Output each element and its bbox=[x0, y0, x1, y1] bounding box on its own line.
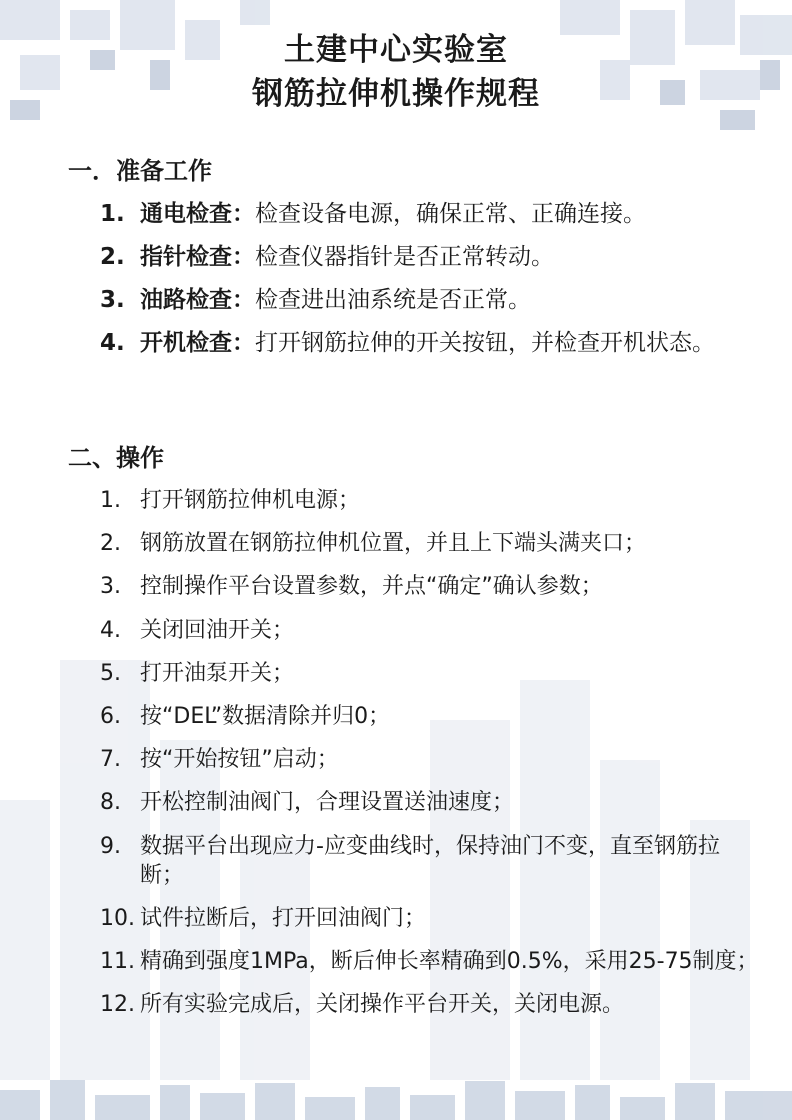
list-item bbox=[100, 328, 740, 358]
item-text: 检查仪器指针是否正常转动。 bbox=[255, 244, 554, 270]
item-number: 2. bbox=[100, 531, 121, 557]
section-heading-preparation: 一．准备工作 bbox=[68, 157, 212, 185]
item-text: 打开钢筋拉伸机电源； bbox=[140, 488, 361, 513]
item-text: 检查设备电源，确保正常、正确连接。 bbox=[255, 201, 646, 227]
list-item bbox=[100, 990, 760, 1019]
list-item bbox=[100, 486, 760, 515]
title-block bbox=[0, 28, 792, 116]
item-number: 7. bbox=[100, 747, 121, 773]
item-text: 打开钢筋拉伸的开关按钮，并检查开机状态。 bbox=[255, 330, 715, 356]
item-number: 4. bbox=[100, 617, 121, 643]
list-item bbox=[100, 285, 740, 315]
section-heading-operation: 二、操作 bbox=[68, 444, 164, 472]
item-text: 开松控制油阀门，合理设置送油速度； bbox=[140, 790, 515, 816]
item-key: 油路检查： bbox=[140, 287, 255, 313]
list-item bbox=[100, 947, 760, 976]
list-item bbox=[100, 745, 760, 774]
item-text: 所有实验完成后，关闭操作平台开关，关闭电源。 bbox=[140, 992, 625, 1018]
item-content bbox=[140, 328, 740, 358]
item-number: 2. bbox=[100, 244, 125, 270]
item-text: 钢筋放置在钢筋拉伸机位置，并且上下端头满夹口； bbox=[140, 531, 647, 557]
item-number: 10. bbox=[100, 905, 135, 931]
operation-list bbox=[100, 486, 760, 1033]
item-content bbox=[140, 199, 740, 229]
list-item bbox=[100, 242, 740, 272]
item-text: 数据平台出现应力-应变曲线时，保持油门不变，直至钢筋拉断； bbox=[140, 833, 720, 888]
item-number: 3. bbox=[100, 287, 125, 313]
list-item bbox=[100, 572, 760, 601]
item-text: 关闭回油开关； bbox=[140, 617, 295, 643]
item-key: 开机检查： bbox=[140, 330, 255, 356]
item-number: 8. bbox=[100, 790, 121, 816]
item-number: 1. bbox=[100, 488, 121, 513]
item-number: 3. bbox=[100, 574, 121, 600]
item-text: 打开油泵开关； bbox=[140, 660, 295, 686]
item-key: 通电检查： bbox=[140, 201, 255, 227]
list-item bbox=[100, 199, 740, 229]
item-content bbox=[140, 285, 740, 315]
item-number: 1. bbox=[100, 201, 125, 227]
item-content bbox=[140, 242, 740, 272]
list-item bbox=[100, 616, 760, 645]
item-text: 精确到强度1MPa，断后伸长率精确到0.5%，采用25-75制度； bbox=[140, 948, 759, 974]
item-text: 按“DEL”数据清除并归0； bbox=[140, 703, 391, 729]
item-text: 控制操作平台设置参数，并点“确定”确认参数； bbox=[140, 574, 603, 600]
item-key: 指针检查： bbox=[140, 244, 255, 270]
item-number: 9. bbox=[100, 833, 121, 859]
lab-title: 土建中心实验室 bbox=[284, 32, 508, 68]
item-number: 11. bbox=[100, 948, 135, 974]
list-item bbox=[100, 702, 760, 731]
list-item bbox=[100, 832, 760, 890]
item-number: 5. bbox=[100, 660, 121, 686]
item-text: 检查进出油系统是否正常。 bbox=[255, 287, 531, 313]
list-item bbox=[100, 788, 760, 817]
item-number: 4. bbox=[100, 330, 125, 356]
list-item bbox=[100, 529, 760, 558]
procedure-title: 钢筋拉伸机操作规程 bbox=[252, 76, 540, 112]
item-number: 12. bbox=[100, 992, 135, 1018]
list-item bbox=[100, 904, 760, 933]
item-number: 6. bbox=[100, 703, 121, 729]
item-text: 按“开始按钮”启动； bbox=[140, 747, 339, 773]
item-text: 试件拉断后，打开回油阀门； bbox=[140, 905, 427, 931]
list-item bbox=[100, 659, 760, 688]
preparation-list bbox=[100, 199, 740, 371]
